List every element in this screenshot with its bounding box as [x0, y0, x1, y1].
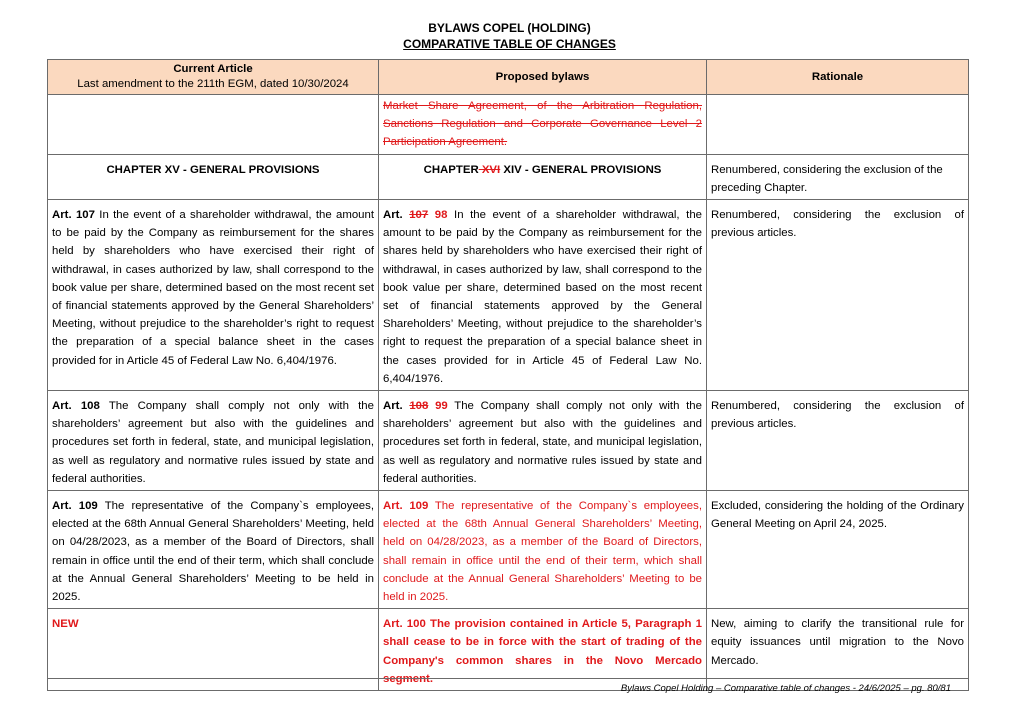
- table-row: [48, 200, 969, 391]
- header-rationale: Rationale: [707, 60, 969, 95]
- document-title: [0, 20, 1019, 52]
- cell-proposed-chapter: [379, 154, 707, 199]
- header-proposed-bylaws: Proposed bylaws: [379, 60, 707, 95]
- art-old-number: 108: [409, 400, 429, 413]
- cell-rationale-empty: [707, 95, 969, 155]
- comparative-table: [47, 59, 969, 691]
- header-current-article: [48, 60, 379, 95]
- cell-proposed-art-99: [379, 391, 707, 491]
- cell-proposed-deleted: [379, 95, 707, 155]
- cell-rationale-108: Renumbered, considering the exclusion of previous articles.: [707, 391, 969, 491]
- footer-divider: [47, 678, 968, 679]
- cell-rationale-109: Excluded, considering the holding of the Ordinary General Meeting on April 24, 2025.: [707, 491, 969, 609]
- cell-proposed-art-98: [379, 200, 707, 391]
- art-new-number: 98: [434, 209, 448, 222]
- cell-current-chapter: CHAPTER XV - GENERAL PROVISIONS: [48, 154, 379, 199]
- art-label: Art.: [383, 209, 403, 222]
- table-header-row: [48, 60, 969, 95]
- cell-proposed-art-109-excluded: [379, 491, 707, 609]
- art-text: The Company shall comply not only with the shareholders’ agreement but also with the guidelines and procedures set forth in federal, state, and municipal legislation, as well as regulatory and normative rules issued by state and federal authorities.: [383, 400, 702, 485]
- art-text: In the event of a shareholder withdrawal, the amount to be paid by the Company as reimbursement for the shares held by shareholders who have exercised their right of withdrawal, in cases authorized by law, shall correspond to the book value per share, determined based on the most recent set of financial statements approved by the General Shareholders’ Meeting, without prejudice to the shareholder’s right to request the preparation of a special balance sheet in the cases provided for in Article 45 of Federal Law No. 6,404/1976.: [383, 209, 702, 385]
- table-row: [48, 391, 969, 491]
- art-label: Art. 109: [383, 500, 429, 513]
- cell-current-art-109: [48, 491, 379, 609]
- header-current-subtitle: Last amendment to the 211th EGM, dated 10/30/2024: [77, 78, 349, 90]
- cell-current-art-108: [48, 391, 379, 491]
- table-row: [48, 491, 969, 609]
- title-line: BYLAWS COPEL (HOLDING): [428, 21, 591, 35]
- page-footer: Bylaws Copel Holding – Comparative table of changes - 24/6/2025 – pg. 80/81: [620, 683, 951, 694]
- chapter-old-number: XVI: [478, 163, 501, 176]
- art-old-number: 107: [409, 209, 429, 222]
- cell-rationale-107: Renumbered, considering the exclusion of previous articles.: [707, 200, 969, 391]
- art-text: The representative of the Company`s employees, elected at the 68th Annual General Shareholders’ Meeting, held on 04/28/2023, as a member of the Board of Directors, shall remain in office until the end of their term, which shall conclude at the Annual General Shareholders’ Meeting to be held in 2025.: [383, 500, 702, 604]
- cell-rationale-chapter: Renumbered, considering the exclusion of the preceding Chapter.: [707, 154, 969, 199]
- subtitle-line: COMPARATIVE TABLE OF CHANGES: [403, 37, 616, 51]
- cell-rationale-new: New, aiming to clarify the transitional rule for equity issuances until migration to the Novo Mercado.: [707, 609, 969, 691]
- art-text: The provision contained in Article 5, Paragraph 1 shall cease to be in force with the start of trading of the Company's common shares in the Novo Mercado segment.: [383, 618, 703, 685]
- deleted-text: Market Share Agreement, of the Arbitration Regulation, Sanctions Regulation and Corporate Governance Level 2 Participation Agreement.: [383, 100, 702, 149]
- art-text: The representative of the Company`s employees, elected at the 68th Annual General Shareholders’ Meeting, held on 04/28/2023, as a member of the Board of Directors, shall remain in office until the end of their term, which shall conclude at the Annual General Shareholders’ Meeting to be held in 2025.: [52, 500, 374, 604]
- table-row: [48, 154, 969, 199]
- cell-current-new: NEW: [48, 609, 379, 691]
- table-row: [48, 95, 969, 155]
- cell-current-empty: [48, 95, 379, 155]
- art-new-number: 99: [435, 400, 448, 413]
- art-text: The Company shall comply not only with the shareholders’ agreement but also with the guidelines and procedures set forth in federal, state, and municipal legislation, as well as regulatory and normative rules issued by state and federal authorities.: [52, 400, 374, 485]
- chapter-prefix: CHAPTER: [423, 163, 479, 176]
- chapter-new-number: XIV - GENERAL PROVISIONS: [500, 163, 662, 176]
- art-label: Art. 107: [52, 209, 95, 222]
- cell-current-art-107: [48, 200, 379, 391]
- header-current-title: Current Article: [173, 63, 253, 75]
- art-text: In the event of a shareholder withdrawal, the amount to be paid by the Company as reimbursement for the shares held by shareholders who have exercised their right of withdrawal, in cases authorized by law, shall correspond to the book value per share, determined based on the most recent set of financial statements approved by the General Shareholders’ Meeting, without prejudice to the shareholder’s right to request the preparation of a special balance sheet in the cases provided for in Article 45 of Federal Law No. 6,404/1976.: [52, 209, 374, 367]
- art-label: Art. 108: [52, 400, 100, 413]
- art-label: Art. 109: [52, 500, 98, 513]
- art-label: Art.: [383, 400, 403, 413]
- art-label: Art. 100: [383, 618, 426, 631]
